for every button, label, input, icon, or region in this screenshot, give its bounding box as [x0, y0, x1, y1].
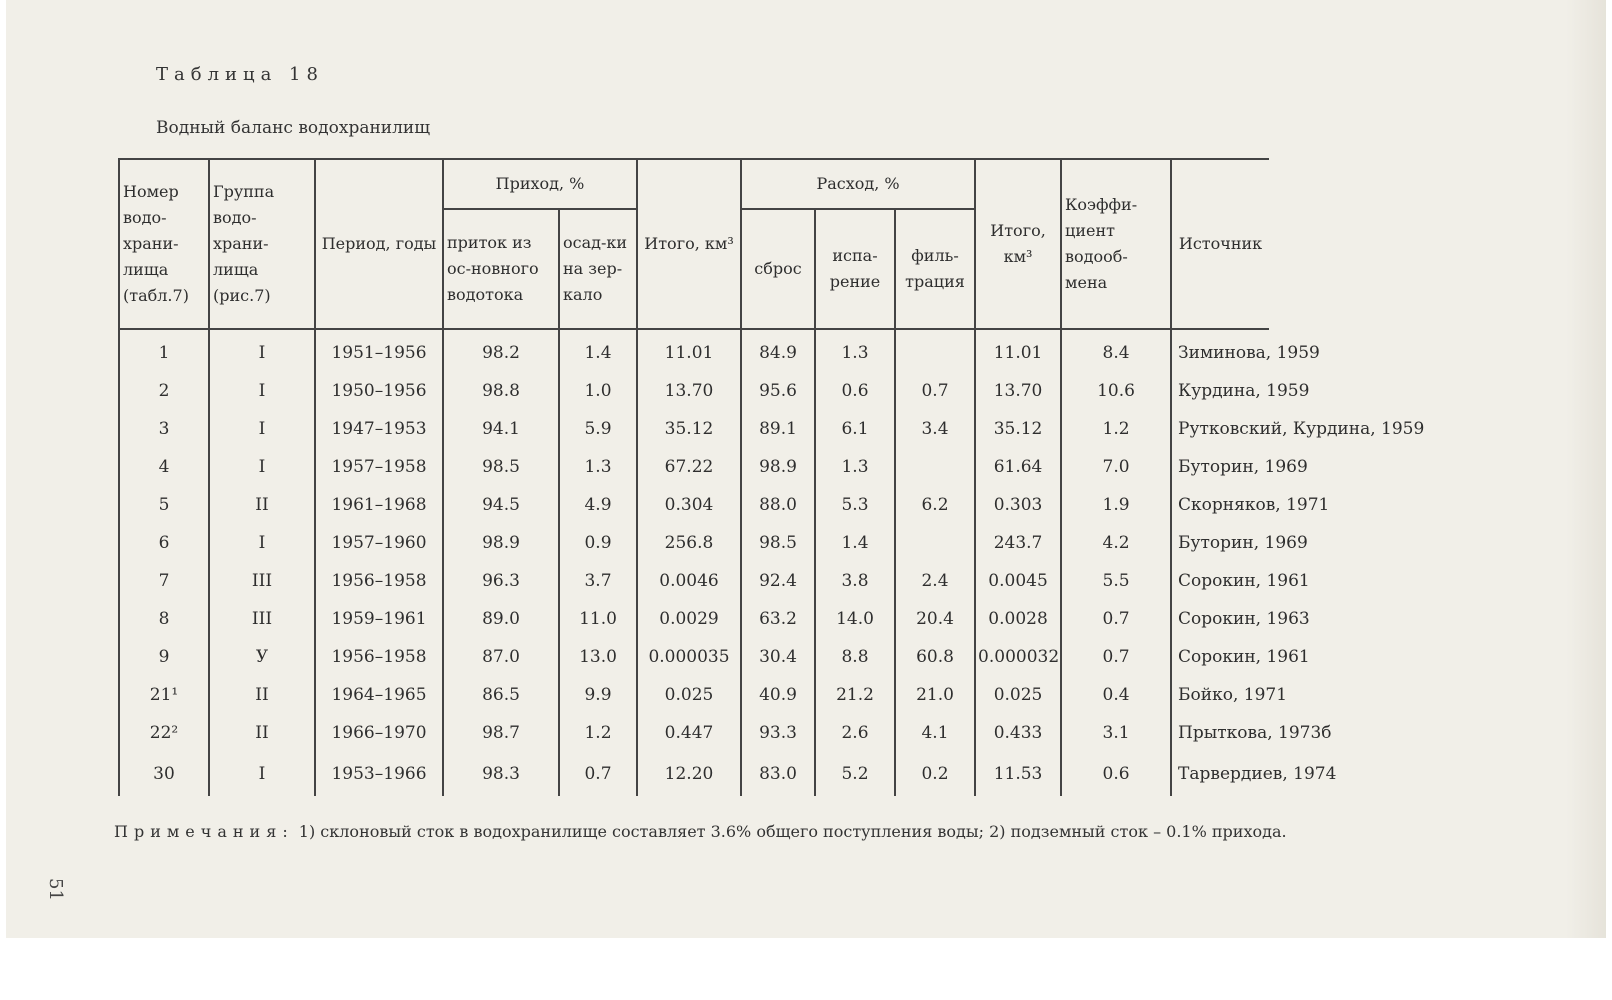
- table-row: [119, 714, 1495, 752]
- cell-filtration: [895, 448, 975, 486]
- cell-discharge: 84.9: [741, 329, 815, 372]
- table-notes: [114, 820, 1474, 844]
- cell-exchange-coefficient: 0.4: [1061, 676, 1171, 714]
- cell-inflow-precip: 0.9: [559, 524, 637, 562]
- cell-inflow-main: 86.5: [443, 676, 559, 714]
- cell-source: Прыткова, 1973б: [1171, 714, 1269, 752]
- header-inflow-precip: осад-ки на зер-кало: [559, 209, 637, 329]
- cell-source: Бойко, 1971: [1171, 676, 1269, 714]
- cell-period: 1959–1961: [315, 600, 443, 638]
- cell-outflow-total: 0.303: [975, 486, 1061, 524]
- cell-outflow-total: 11.53: [975, 752, 1061, 796]
- cell-period: 1957–1958: [315, 448, 443, 486]
- cell-exchange-coefficient: 0.7: [1061, 638, 1171, 676]
- cell-filtration: [895, 524, 975, 562]
- cell-inflow-precip: 11.0: [559, 600, 637, 638]
- cell-inflow-main: 98.3: [443, 752, 559, 796]
- cell-group: I: [209, 448, 315, 486]
- table-body: [119, 329, 1495, 796]
- cell-discharge: 30.4: [741, 638, 815, 676]
- cell-number: 2: [119, 372, 209, 410]
- cell-evaporation: 0.6: [815, 372, 895, 410]
- cell-source: Сорокин, 1961: [1171, 638, 1269, 676]
- cell-evaporation: 5.3: [815, 486, 895, 524]
- cell-outflow-total: 61.64: [975, 448, 1061, 486]
- cell-exchange-coefficient: 10.6: [1061, 372, 1171, 410]
- cell-inflow-total: 0.000035: [637, 638, 741, 676]
- cell-outflow-total: 243.7: [975, 524, 1061, 562]
- cell-discharge: 63.2: [741, 600, 815, 638]
- cell-period: 1953–1966: [315, 752, 443, 796]
- table-row: [119, 600, 1495, 638]
- cell-discharge: 40.9: [741, 676, 815, 714]
- cell-outflow-total: 35.12: [975, 410, 1061, 448]
- header-period: Период, годы: [315, 159, 443, 329]
- cell-exchange-coefficient: 8.4: [1061, 329, 1171, 372]
- cell-source: Сорокин, 1961: [1171, 562, 1269, 600]
- table-row: [119, 638, 1495, 676]
- cell-period: 1957–1960: [315, 524, 443, 562]
- cell-evaporation: 3.8: [815, 562, 895, 600]
- header-outflow: Расход, %: [741, 159, 975, 209]
- cell-group: II: [209, 714, 315, 752]
- cell-inflow-total: 67.22: [637, 448, 741, 486]
- cell-filtration: 3.4: [895, 410, 975, 448]
- cell-filtration: [895, 329, 975, 372]
- cell-outflow-total: 0.025: [975, 676, 1061, 714]
- cell-evaporation: 21.2: [815, 676, 895, 714]
- cell-filtration: 0.7: [895, 372, 975, 410]
- cell-inflow-precip: 1.4: [559, 329, 637, 372]
- cell-exchange-coefficient: 1.9: [1061, 486, 1171, 524]
- cell-filtration: 4.1: [895, 714, 975, 752]
- header-inflow-total: Итого, км³: [637, 159, 741, 329]
- cell-outflow-total: 11.01: [975, 329, 1061, 372]
- cell-evaporation: 8.8: [815, 638, 895, 676]
- cell-discharge: 89.1: [741, 410, 815, 448]
- cell-period: 1956–1958: [315, 638, 443, 676]
- cell-discharge: 98.5: [741, 524, 815, 562]
- table-header: [119, 159, 1495, 329]
- cell-inflow-precip: 1.3: [559, 448, 637, 486]
- cell-inflow-precip: 3.7: [559, 562, 637, 600]
- cell-inflow-main: 98.2: [443, 329, 559, 372]
- cell-evaporation: 1.3: [815, 329, 895, 372]
- cell-exchange-coefficient: 0.6: [1061, 752, 1171, 796]
- cell-group: III: [209, 600, 315, 638]
- cell-number: 22²: [119, 714, 209, 752]
- water-balance-table: [118, 158, 1496, 796]
- table-title: Водный баланс водохранилищ: [156, 118, 431, 138]
- cell-discharge: 95.6: [741, 372, 815, 410]
- cell-group: I: [209, 329, 315, 372]
- cell-inflow-total: 0.304: [637, 486, 741, 524]
- cell-evaporation: 5.2: [815, 752, 895, 796]
- cell-source: Рутковский, Курдина, 1959: [1171, 410, 1269, 448]
- cell-inflow-total: 256.8: [637, 524, 741, 562]
- cell-number: 7: [119, 562, 209, 600]
- cell-inflow-total: 0.025: [637, 676, 741, 714]
- cell-group: I: [209, 372, 315, 410]
- cell-outflow-total: 0.000032: [975, 638, 1061, 676]
- table-row: [119, 372, 1495, 410]
- table-row: [119, 676, 1495, 714]
- cell-exchange-coefficient: 1.2: [1061, 410, 1171, 448]
- cell-exchange-coefficient: 7.0: [1061, 448, 1171, 486]
- cell-filtration: 0.2: [895, 752, 975, 796]
- cell-inflow-total: 0.0029: [637, 600, 741, 638]
- cell-inflow-main: 94.5: [443, 486, 559, 524]
- header-inflow-main: приток из ос-новного водотока: [443, 209, 559, 329]
- notes-label: Примечания:: [114, 822, 294, 841]
- cell-exchange-coefficient: 3.1: [1061, 714, 1171, 752]
- cell-group: II: [209, 676, 315, 714]
- cell-outflow-total: 0.0028: [975, 600, 1061, 638]
- cell-source: Тарвердиев, 1974: [1171, 752, 1269, 796]
- cell-inflow-precip: 0.7: [559, 752, 637, 796]
- cell-exchange-coefficient: 4.2: [1061, 524, 1171, 562]
- cell-inflow-main: 98.8: [443, 372, 559, 410]
- table-row: [119, 329, 1495, 372]
- cell-number: 30: [119, 752, 209, 796]
- header-outflow-evap: испа-рение: [815, 209, 895, 329]
- cell-period: 1964–1965: [315, 676, 443, 714]
- header-outflow-total: Итого, км³: [975, 159, 1061, 329]
- table-row: [119, 486, 1495, 524]
- cell-period: 1950–1956: [315, 372, 443, 410]
- cell-outflow-total: 13.70: [975, 372, 1061, 410]
- cell-inflow-main: 87.0: [443, 638, 559, 676]
- cell-number: 21¹: [119, 676, 209, 714]
- cell-number: 6: [119, 524, 209, 562]
- cell-inflow-precip: 9.9: [559, 676, 637, 714]
- cell-period: 1947–1953: [315, 410, 443, 448]
- cell-discharge: 98.9: [741, 448, 815, 486]
- cell-evaporation: 1.4: [815, 524, 895, 562]
- cell-inflow-total: 0.447: [637, 714, 741, 752]
- cell-inflow-total: 0.0046: [637, 562, 741, 600]
- header-outflow-filtration: филь-трация: [895, 209, 975, 329]
- cell-outflow-total: 0.433: [975, 714, 1061, 752]
- cell-inflow-precip: 13.0: [559, 638, 637, 676]
- cell-outflow-total: 0.0045: [975, 562, 1061, 600]
- table-caption: Таблица 18: [156, 64, 324, 85]
- cell-inflow-precip: 1.0: [559, 372, 637, 410]
- notes-text: 1) склоновый сток в водохранилище составляет 3.6% общего поступления воды; 2) подземный сток – 0.1% прихода.: [298, 822, 1287, 841]
- cell-number: 9: [119, 638, 209, 676]
- cell-source: Буторин, 1969: [1171, 524, 1269, 562]
- cell-source: Зиминова, 1959: [1171, 329, 1269, 372]
- cell-source: Скорняков, 1971: [1171, 486, 1269, 524]
- cell-inflow-total: 12.20: [637, 752, 741, 796]
- cell-filtration: 20.4: [895, 600, 975, 638]
- cell-filtration: 6.2: [895, 486, 975, 524]
- cell-filtration: 2.4: [895, 562, 975, 600]
- cell-inflow-main: 96.3: [443, 562, 559, 600]
- document-page: [6, 0, 1606, 938]
- table-row: [119, 448, 1495, 486]
- cell-evaporation: 6.1: [815, 410, 895, 448]
- cell-evaporation: 1.3: [815, 448, 895, 486]
- cell-period: 1951–1956: [315, 329, 443, 372]
- cell-period: 1956–1958: [315, 562, 443, 600]
- table-row: [119, 410, 1495, 448]
- cell-group: I: [209, 752, 315, 796]
- cell-group: III: [209, 562, 315, 600]
- cell-discharge: 92.4: [741, 562, 815, 600]
- cell-period: 1961–1968: [315, 486, 443, 524]
- header-number: Номер водо-храни-лища (табл.7): [119, 159, 209, 329]
- cell-inflow-main: 89.0: [443, 600, 559, 638]
- cell-filtration: 60.8: [895, 638, 975, 676]
- cell-filtration: 21.0: [895, 676, 975, 714]
- cell-number: 8: [119, 600, 209, 638]
- header-exchange-coefficient: Коэффи-циент водооб-мена: [1061, 159, 1171, 329]
- cell-group: I: [209, 410, 315, 448]
- cell-period: 1966–1970: [315, 714, 443, 752]
- cell-group: II: [209, 486, 315, 524]
- cell-inflow-main: 94.1: [443, 410, 559, 448]
- cell-number: 4: [119, 448, 209, 486]
- cell-number: 5: [119, 486, 209, 524]
- header-inflow: Приход, %: [443, 159, 637, 209]
- cell-inflow-total: 13.70: [637, 372, 741, 410]
- table-row: [119, 524, 1495, 562]
- cell-source: Курдина, 1959: [1171, 372, 1269, 410]
- cell-inflow-precip: 5.9: [559, 410, 637, 448]
- header-outflow-discharge: сброс: [741, 209, 815, 329]
- cell-exchange-coefficient: 0.7: [1061, 600, 1171, 638]
- cell-inflow-precip: 4.9: [559, 486, 637, 524]
- cell-inflow-main: 98.9: [443, 524, 559, 562]
- cell-group: У: [209, 638, 315, 676]
- cell-discharge: 88.0: [741, 486, 815, 524]
- cell-inflow-total: 11.01: [637, 329, 741, 372]
- cell-source: Буторин, 1969: [1171, 448, 1269, 486]
- header-group: Группа водо-храни-лища (рис.7): [209, 159, 315, 329]
- cell-evaporation: 14.0: [815, 600, 895, 638]
- cell-discharge: 93.3: [741, 714, 815, 752]
- cell-group: I: [209, 524, 315, 562]
- table-row: [119, 752, 1495, 796]
- cell-inflow-main: 98.7: [443, 714, 559, 752]
- cell-inflow-total: 35.12: [637, 410, 741, 448]
- cell-inflow-main: 98.5: [443, 448, 559, 486]
- header-source: Источник: [1171, 159, 1269, 329]
- cell-inflow-precip: 1.2: [559, 714, 637, 752]
- cell-exchange-coefficient: 5.5: [1061, 562, 1171, 600]
- cell-source: Сорокин, 1963: [1171, 600, 1269, 638]
- cell-evaporation: 2.6: [815, 714, 895, 752]
- cell-discharge: 83.0: [741, 752, 815, 796]
- page-edge-shadow: [1566, 0, 1606, 938]
- page-number: 51: [45, 878, 66, 901]
- cell-number: 3: [119, 410, 209, 448]
- cell-number: 1: [119, 329, 209, 372]
- table-row: [119, 562, 1495, 600]
